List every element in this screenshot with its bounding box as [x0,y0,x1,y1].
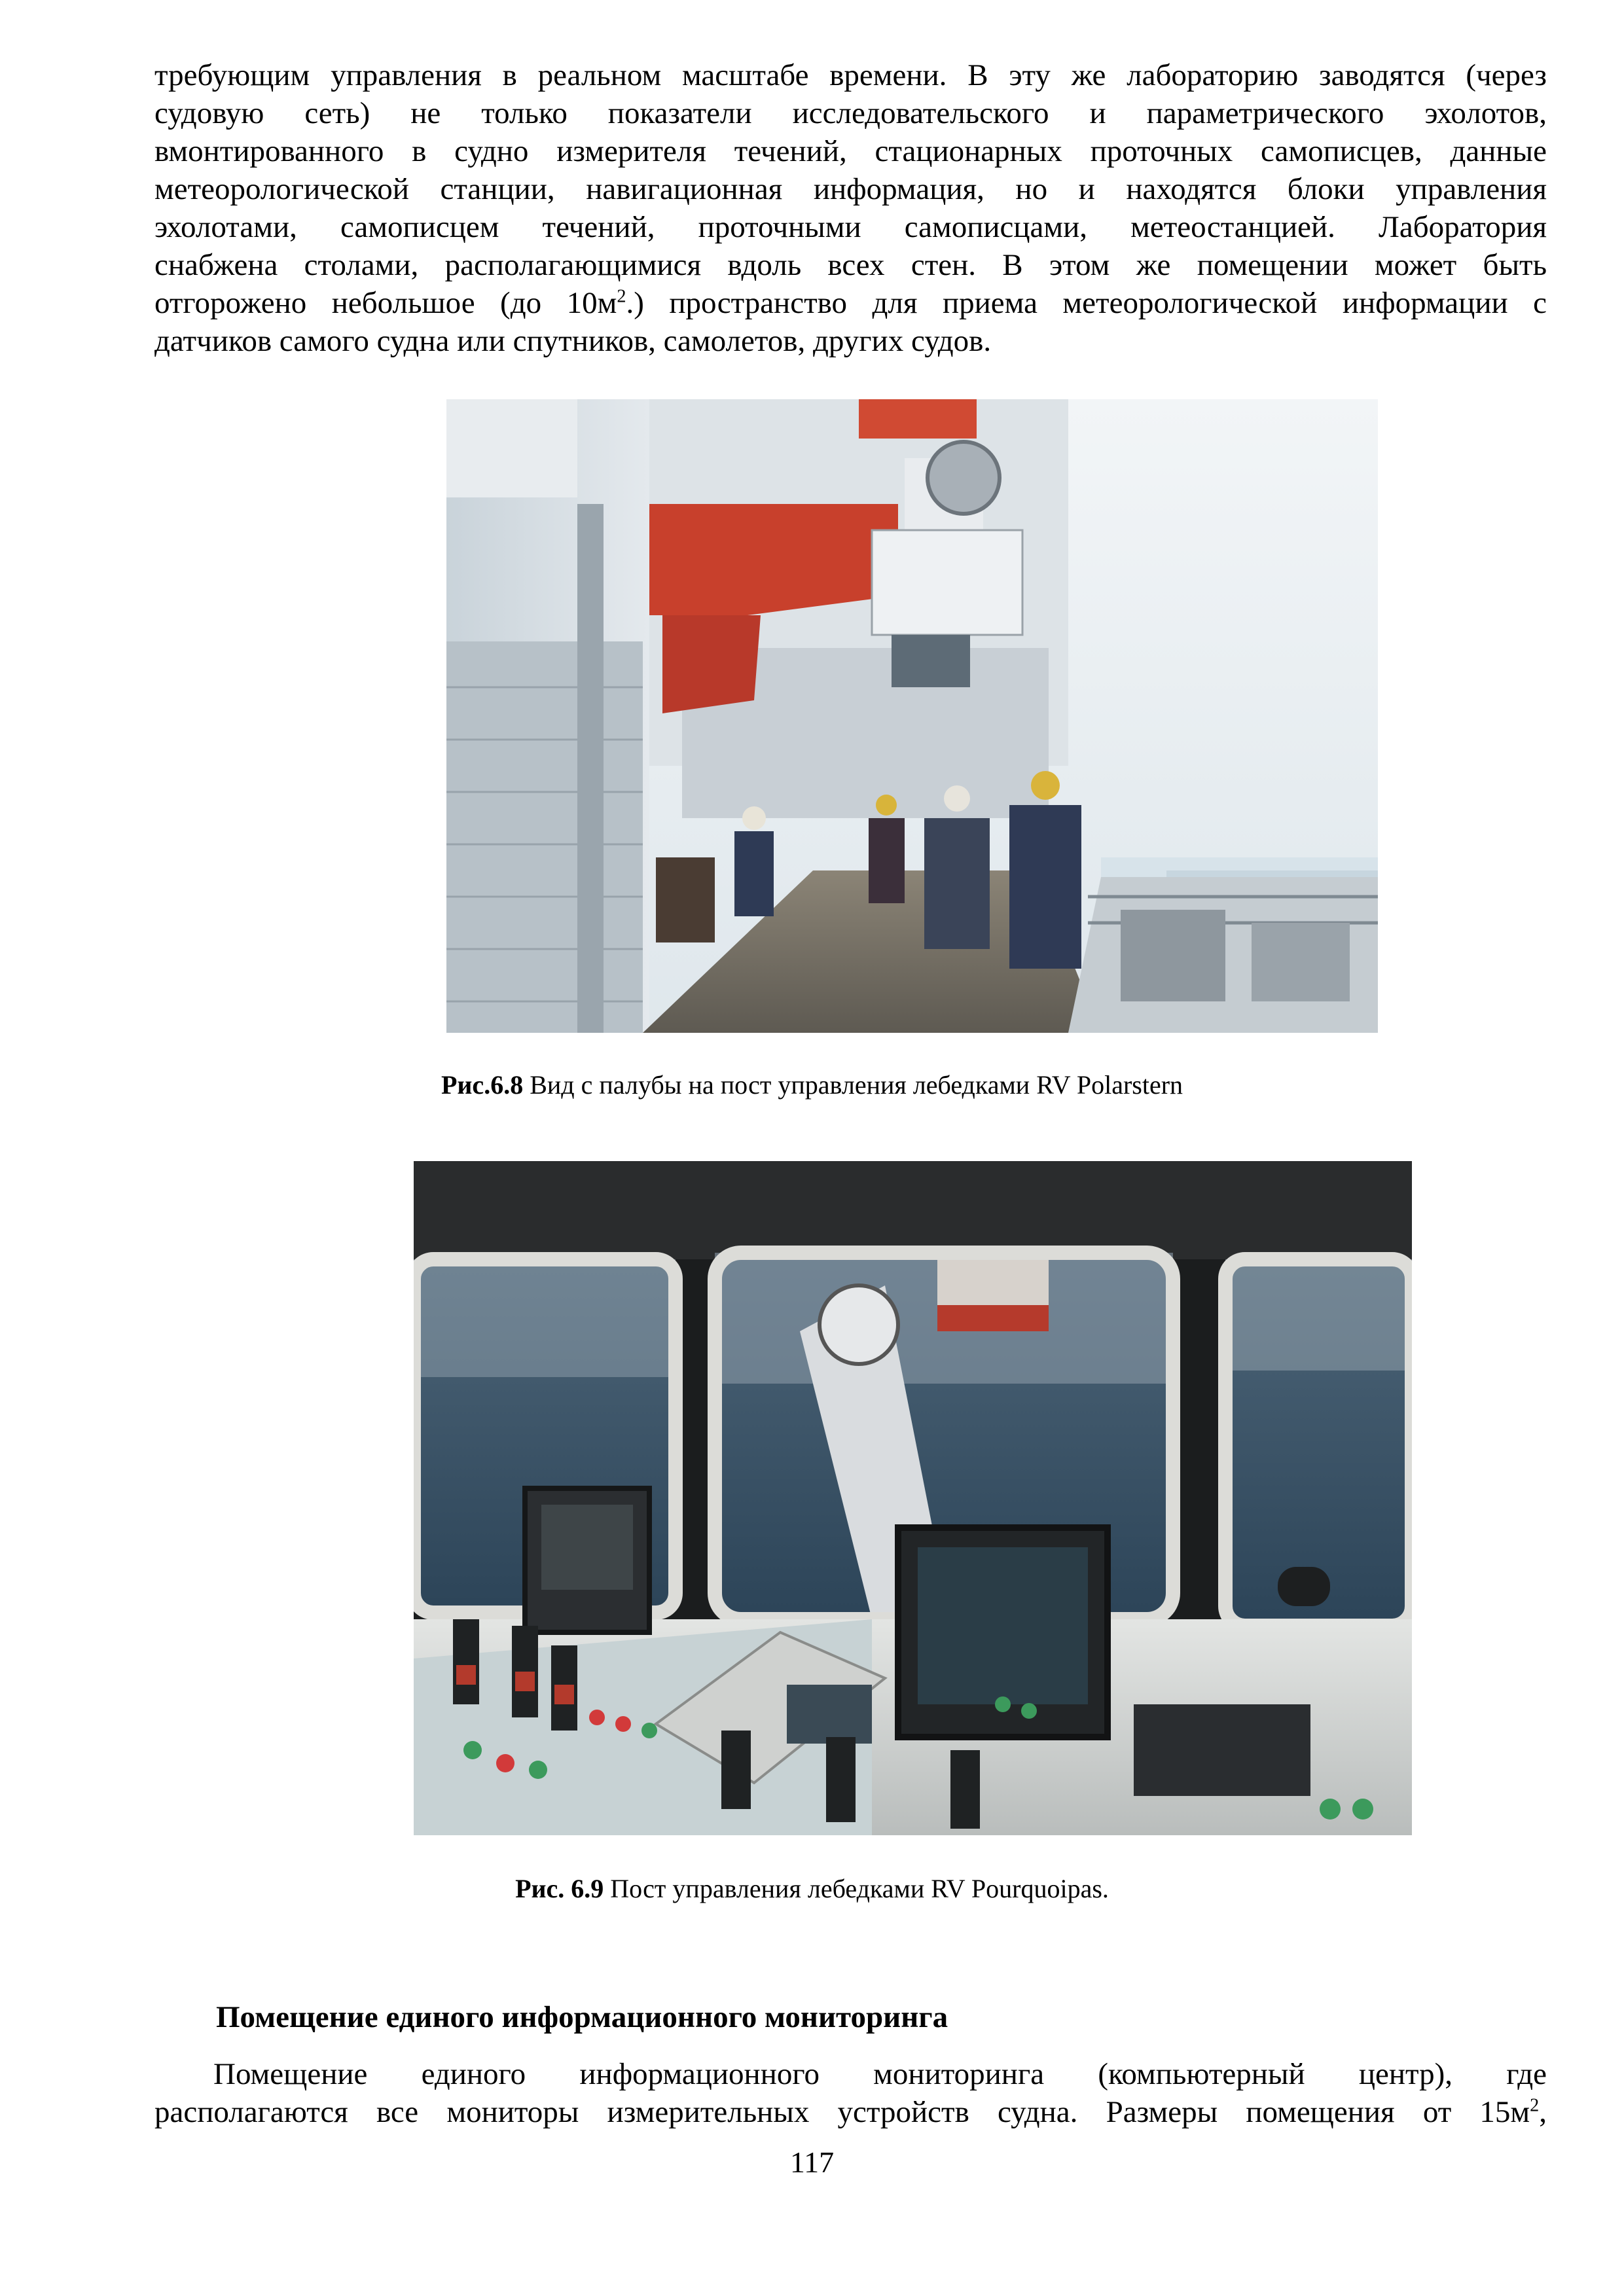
text-line: вмонтированного в судно измерителя течений, стационарных проточных самописцев, данные [154,134,1547,168]
text-line [154,284,1547,322]
text-segment: отгорожено небольшое (до 10м [154,286,617,320]
section-heading: Помещение единого информационного мониторинга [216,2000,948,2034]
caption-text: Пост управления лебедками RV Pourquoipas. [604,1874,1109,1903]
control-station-illustration [414,1161,1412,1835]
photo-polarstern-deck [446,399,1378,1033]
text-segment: , [1539,2095,1547,2129]
caption-label: Рис. 6.9 [515,1874,604,1903]
superscript: 2 [617,286,626,307]
page-number: 117 [789,2145,835,2179]
figure-caption [0,1873,1624,1905]
text-line: датчиков самого судна или спутников, самолетов, других судов. [154,324,992,358]
paragraph-monitoring-room [154,2055,1547,2131]
paragraph-lab-description [154,56,1547,360]
text-segment: располагаются все мониторы измерительных устройств судна. Размеры помещения от 15м [154,2095,1530,2129]
text-segment: .) пространство для приема метеорологической информации с [626,286,1547,320]
photo-pourquoipas-control-station [414,1161,1412,1835]
caption-label: Рис.6.8 [441,1070,524,1100]
figure-caption [0,1069,1624,1101]
text-line: снабжена столами, располагающимися вдоль всех стен. В этом же помещении может быть [154,248,1547,282]
superscript: 2 [1530,2095,1540,2116]
deck-photo-illustration [446,399,1378,1033]
text-line: судовую сеть) не только показатели исследовательского и параметрического эхолотов, [154,96,1547,130]
text-line: Помещение единого информационного мониторинга (компьютерный центр), где [213,2057,1547,2091]
caption-text: Вид с палубы на пост управления лебедками RV Polarstern [523,1070,1183,1100]
text-line: требующим управления в реальном масштабе времени. В эту же лабораторию заводятся (через [154,58,1547,92]
text-line [154,2093,1547,2131]
text-line: метеорологической станции, навигационная информация, но и находятся блоки управления [154,172,1547,206]
text-line: эхолотами, самописцем течений, проточными самописцами, метеостанцией. Лаборатория [154,210,1547,244]
